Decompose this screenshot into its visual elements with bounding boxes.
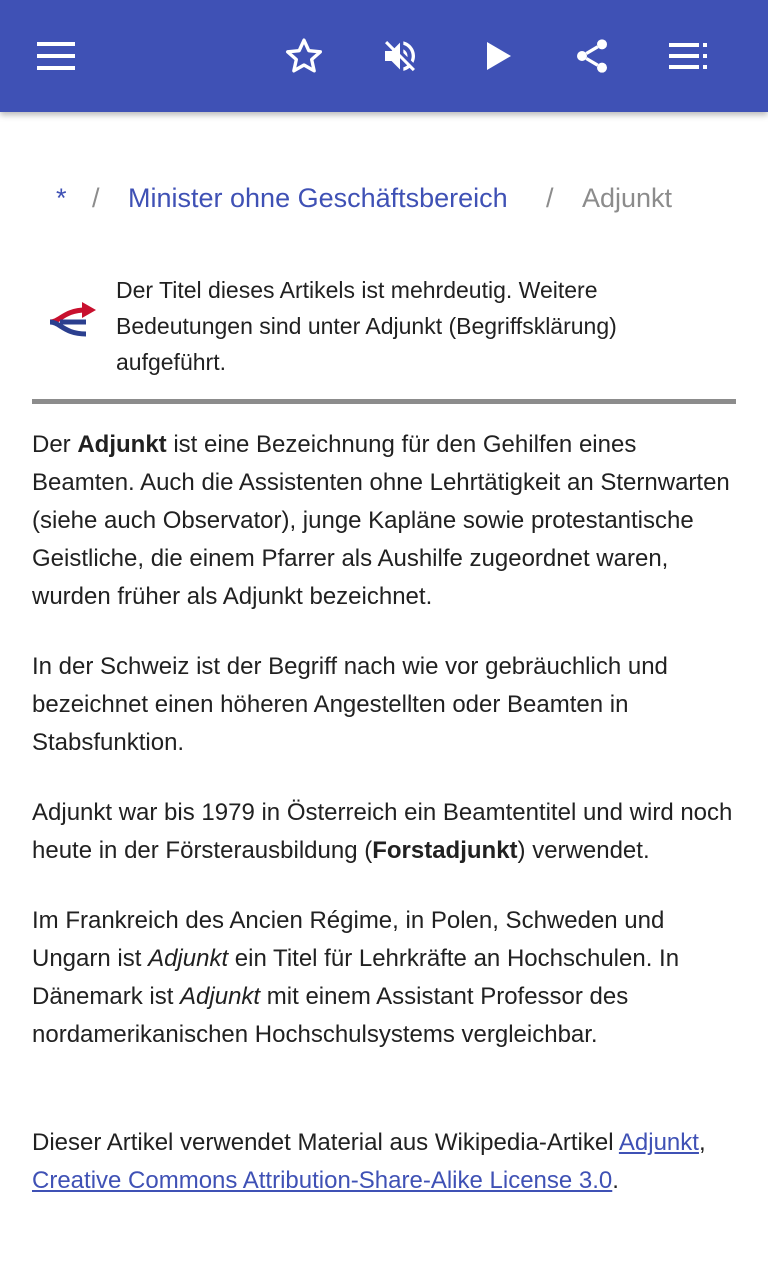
breadcrumb-separator: /: [546, 183, 554, 213]
breadcrumb: [0, 176, 768, 220]
star-outline-icon: [284, 36, 324, 76]
menu-icon: [37, 42, 75, 70]
article-paragraph: In der Schweiz ist der Begriff nach wie vor gebräuchlich und bezeichnet einen höheren Angestellten oder Beamten in Stabsfunktion.: [32, 653, 668, 756]
mute-button[interactable]: [368, 24, 432, 88]
volume-off-icon: [380, 36, 420, 76]
menu-button[interactable]: [24, 24, 88, 88]
share-button[interactable]: [560, 24, 624, 88]
breadcrumb-root-link[interactable]: *: [56, 183, 67, 213]
contents-button[interactable]: [656, 24, 720, 88]
article-content: [32, 426, 744, 1200]
playlist-icon: [669, 43, 707, 69]
source-article-link[interactable]: Adjunkt: [618, 1129, 699, 1156]
favorite-button[interactable]: [272, 24, 336, 88]
breadcrumb-separator: /: [92, 183, 100, 213]
breadcrumb-parent-link[interactable]: Minister ohne Geschäftsbereich: [128, 183, 508, 213]
share-icon: [572, 36, 612, 76]
breadcrumb-current: Adjunkt: [582, 183, 673, 213]
attribution-note: Dieser Artikel verwendet Material aus Wikipedia-Artikel Adjunkt, Creative Commons Attribution-Share-Alike License 3.0.: [32, 1129, 706, 1194]
play-icon: [483, 40, 513, 72]
notice-text: Der Titel dieses Artikels ist mehrdeutig. Weitere Bedeutungen sind unter Adjunkt (Begriffsklärung) aufgeführt.: [116, 277, 617, 375]
article-paragraph: Der Adjunkt ist eine Bezeichnung für den Gehilfen eines Beamten. Auch die Assistenten ohne Lehrtätigkeit an Sternwarten (siehe auch Observator), junge Kapläne sowie protestantische Geistliche, die einem Pfarrer als Aushilfe zugeordnet waren, wurden früher als Adjunkt bezeichnet.: [32, 431, 730, 610]
play-button[interactable]: [466, 24, 530, 88]
article-paragraph: Adjunkt war bis 1979 in Österreich ein Beamtentitel und wird noch heute in der Försterausbildung (Forstadjunkt) verwendet.: [32, 799, 733, 864]
app-toolbar: [0, 0, 768, 112]
license-link[interactable]: Creative Commons Attribution-Share-Alike License 3.0: [32, 1167, 613, 1194]
disambiguation-notice: [32, 270, 736, 404]
disambiguation-icon: [46, 298, 102, 346]
article-paragraph: Im Frankreich des Ancien Régime, in Polen, Schweden und Ungarn ist Adjunkt ein Titel für Lehrkräfte an Hochschulen. In Dänemark ist Adjunkt mit einem Assistant Professor des nordamerikanischen Hochschulsystems vergleichbar.: [32, 907, 680, 1048]
